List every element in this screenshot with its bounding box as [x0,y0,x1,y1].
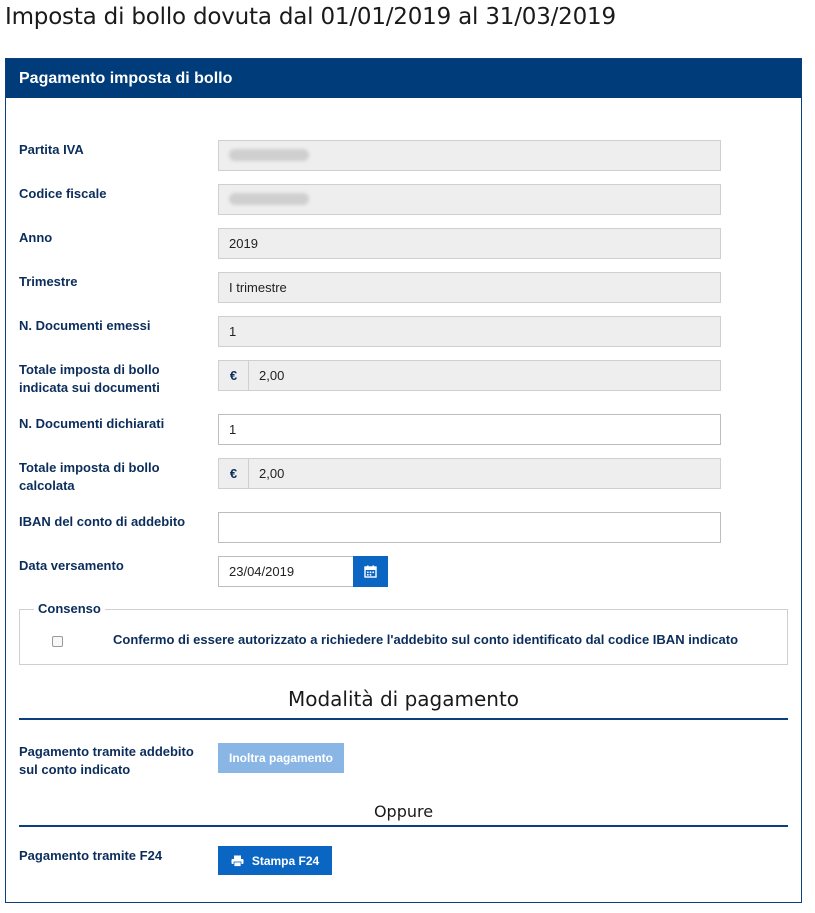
documenti-emessi-field: 1 [218,316,721,347]
calendar-icon [364,565,377,578]
inoltra-pagamento-button[interactable]: Inoltra pagamento [218,743,344,773]
print-icon [231,855,244,867]
codice-fiscale-field [218,184,721,215]
redacted-value [229,149,309,161]
euro-addon: € [219,361,249,390]
codice-fiscale-label: Codice fiscale [19,186,107,201]
data-versamento-input[interactable]: 23/04/2019 [218,556,354,587]
stampa-f24-label: Stampa F24 [251,853,320,868]
totale-indicata-field [218,360,721,391]
partita-iva-field [218,140,721,171]
totale-indicata-label: Totale imposta di bollo indicata sui documenti [19,362,160,395]
page-title: Imposta di bollo dovuta dal 01/01/2019 al 31/03/2019 [5,4,616,30]
modalita-pagamento-title: Modalità di pagamento [287,687,520,711]
consenso-text: Confermo di essere autorizzato a richiedere l'addebito sul conto identificato dal codice IBAN indicato [113,632,739,647]
panel-header: Pagamento imposta di bollo [6,59,801,98]
consenso-checkbox[interactable] [52,636,63,647]
oppure-label: Oppure [373,802,434,821]
anno-field: 2019 [218,228,721,259]
calendar-button[interactable] [353,556,388,587]
totale-calcolata-label: Totale imposta di bollo calcolata [19,460,160,493]
section-divider [19,718,788,720]
f24-label: Pagamento tramite F24 [19,848,163,863]
consenso-fieldset [19,601,788,665]
trimestre-label: Trimestre [19,274,78,289]
consenso-legend: Consenso [34,601,105,616]
totale-calcolata-field [218,458,721,489]
iban-label: IBAN del conto di addebito [19,514,186,529]
redacted-value [229,193,309,205]
anno-label: Anno [19,230,53,245]
iban-input[interactable] [218,512,721,543]
totale-indicata-value: 2,00 [259,368,285,383]
documenti-dichiarati-label: N. Documenti dichiarati [19,416,165,431]
stampa-f24-button[interactable] [218,846,332,875]
trimestre-field: I trimestre [218,272,721,303]
totale-calcolata-value: 2,00 [259,466,285,481]
payment-panel [5,58,802,903]
data-versamento-label: Data versamento [19,558,124,573]
section-divider [19,825,788,827]
partita-iva-label: Partita IVA [19,142,84,157]
documenti-emessi-label: N. Documenti emessi [19,318,151,333]
euro-addon: € [219,459,249,488]
addebito-label: Pagamento tramite addebito sul conto indicato [19,744,194,777]
documenti-dichiarati-input[interactable]: 1 [218,414,721,445]
